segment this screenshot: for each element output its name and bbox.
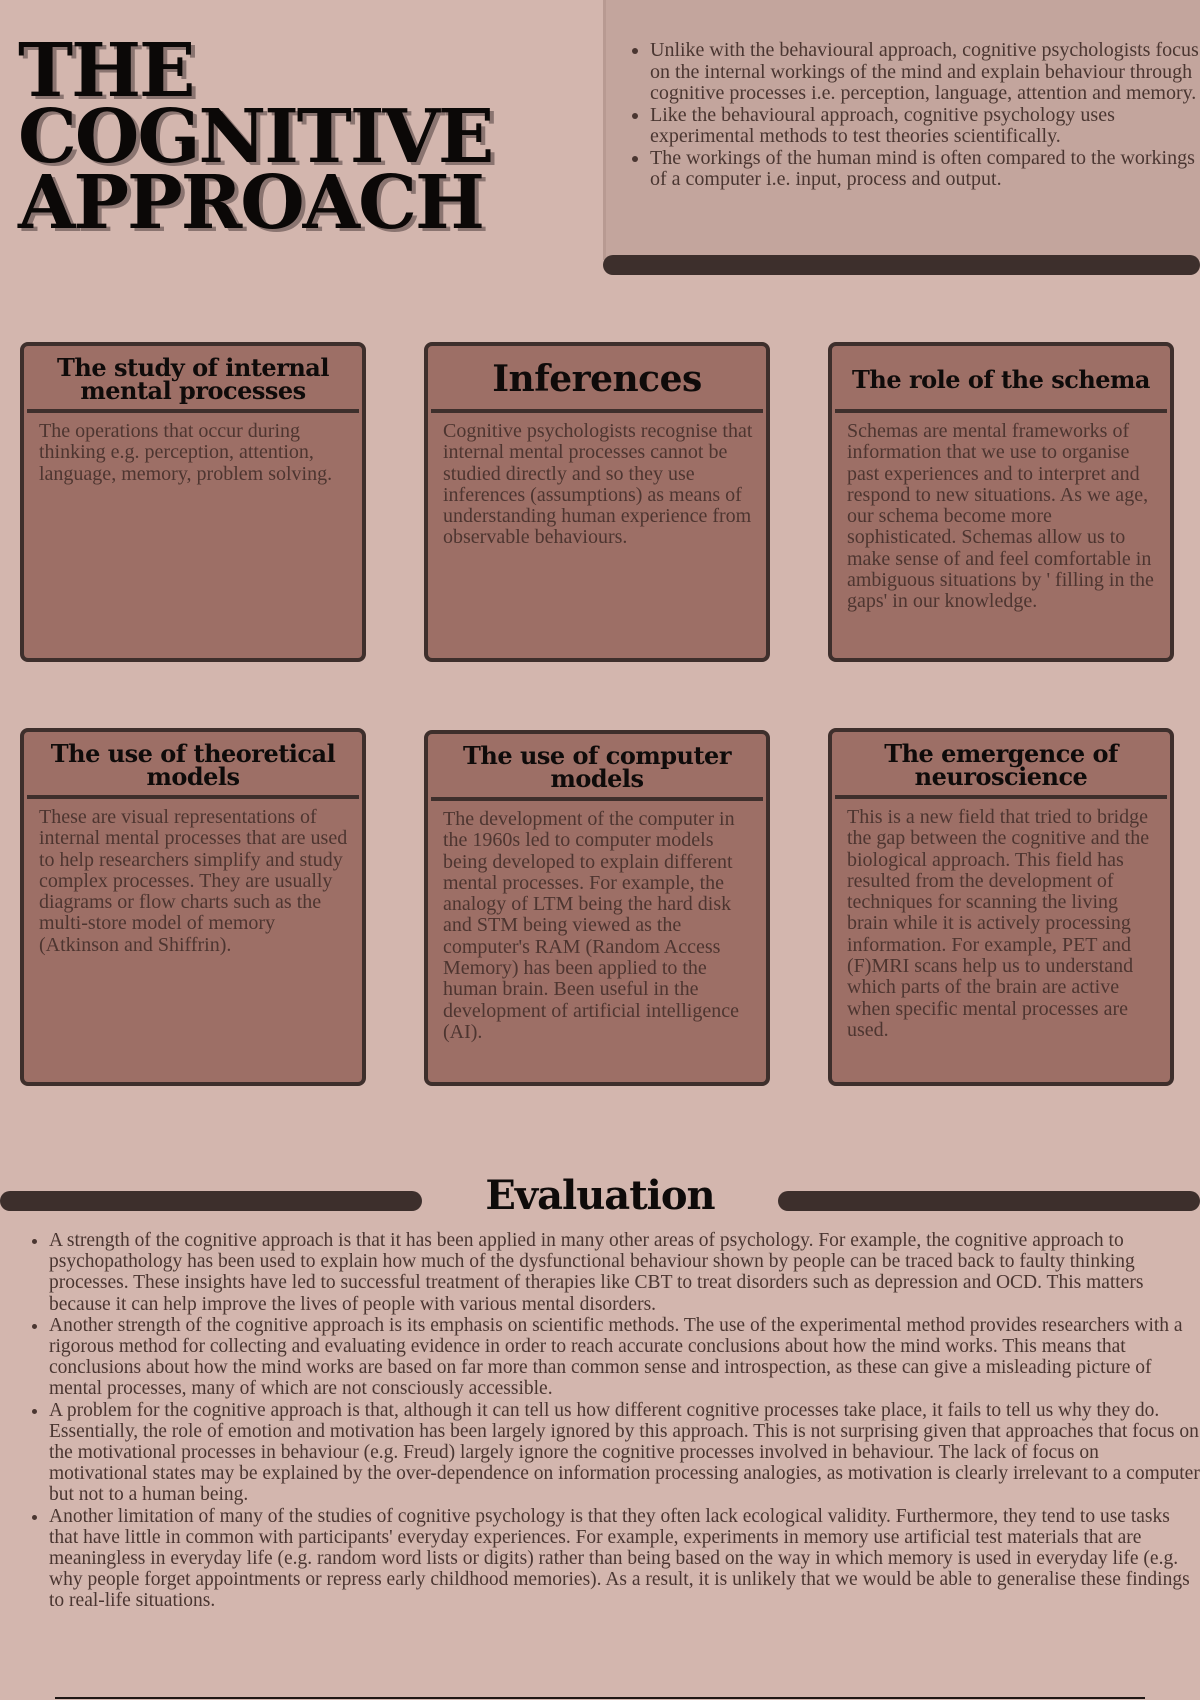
evaluation-list [27, 1230, 1200, 1612]
evaluation-point: • A strength of the cognitive approach is that it has been applied in many other areas of psychology. For example, the cognitive approach to psychopathology has been used to explain how much of the dysfunctional behaviour shown by people can be traced back to faulty thinking processes. These insights have led to successful treatment of therapies like CBT to treat disorders such as depression and OCD. This matters because it can help improve the lives of people with various mental disorders. [49, 1230, 1200, 1315]
card-computer-models [424, 730, 770, 1086]
card-internal-processes [20, 342, 366, 662]
card-title: Inferences [431, 349, 763, 413]
card-title: The emergence of neuroscience [835, 735, 1167, 799]
title-line-3: APPROACH [18, 160, 483, 246]
card-body: These are visual representations of internal mental processes that are used to help researchers simplify and study complex processes. They are usually diagrams or flow charts such as the multi-store model of memory (Atkinson and Shiffrin). [39, 806, 348, 956]
intro-point: • Unlike with the behavioural approach, cognitive psychologists focus on the internal workings of the mind and explain behaviour through cognitive processes i.e. perception, language, attention and memory. [650, 40, 1200, 105]
card-schema [828, 342, 1174, 662]
intro-point: • Like the behavioural approach, cognitive psychology uses experimental methods to test theories scientifically. [650, 105, 1200, 148]
bottom-rule [55, 1697, 1145, 1699]
card-title: The role of the schema [835, 349, 1167, 413]
card-body: The development of the computer in the 1960s led to computer models being developed to explain different mental processes. For example, the analogy of LTM being the hard disk and STM being viewed as the computer's RAM (Random Access Memory) has been applied to the human brain. Been useful in the development of artificial intelligence (AI). [443, 808, 739, 1043]
title-line-1: THE [18, 28, 194, 114]
page-title [18, 28, 578, 246]
title-line-2: COGNITIVE [18, 94, 493, 180]
intro-point: • The workings of the human mind is often compared to the workings of a computer i.e. input, process and output. [650, 148, 1200, 191]
card-body: Schemas are mental frameworks of information that we use to organise past experiences and to interpret and respond to new situations. As we age, our schema become more sophisticated. Schemas allow us to make sense of and feel comfortable in ambiguous situations by ' filling in the gaps' in our knowledge. [847, 420, 1154, 613]
evaluation-heading: Evaluation [485, 1172, 715, 1219]
card-body: Cognitive psychologists recognise that internal mental processes cannot be studied directly and so they use inferences (assumptions) as means of understanding human experience from observable behaviours. [443, 420, 753, 549]
card-neuroscience [828, 728, 1174, 1086]
card-body: The operations that occur during thinking e.g. perception, attention, language, memory, problem solving. [39, 420, 333, 485]
card-title: The study of internal mental processes [27, 349, 359, 413]
evaluation-point: • Another limitation of many of the studies of cognitive psychology is that they often lack ecological validity. Furthermore, they tend to use tasks that have little in common with participants' everyday experiences. For example, experiments in memory use artificial test materials that are meaningless in everyday life (e.g. random word lists or digits) rather than being based on the way in which memory is used in everyday life (e.g. why people forget appointments or repress early childhood memories). As a result, it is unlikely that we would be able to generalise these findings to real-life situations. [49, 1506, 1200, 1612]
evaluation-divider-right [778, 1191, 1200, 1211]
intro-divider-bar [603, 255, 1200, 275]
card-inferences [424, 342, 770, 662]
card-title: The use of computer models [431, 737, 763, 801]
card-title: The use of theoretical models [27, 735, 359, 799]
evaluation-divider-left [0, 1191, 422, 1211]
intro-list [628, 40, 1200, 191]
evaluation-point: • Another strength of the cognitive approach is its emphasis on scientific methods. The use of the experimental method provides researchers with a rigorous method for collecting and evaluating evidence in order to reach accurate conclusions about how the mind works. This means that conclusions about how the mind works are based on far more than common sense and introspection, as these can give a misleading picture of mental processes, many of which are not consciously accessible. [49, 1315, 1200, 1400]
evaluation-point: • A problem for the cognitive approach is that, although it can tell us how different cognitive processes take place, it fails to tell us why they do. Essentially, the role of emotion and motivation has been largely ignored by this approach. This is not surprising given that approaches that focus on the motivational processes in behaviour (e.g. Freud) largely ignore the cognitive processes involved in behaviour. The lack of focus on motivational states may be explained by the over-dependence on information processing analogies, as motivation is clearly irrelevant to a computer but not to a human being. [49, 1400, 1200, 1506]
card-theoretical-models [20, 728, 366, 1086]
card-body: This is a new field that tried to bridge the gap between the cognitive and the biological approach. This field has resulted from the development of techniques for scanning the living brain while it is actively processing information. For example, PET and (F)MRI scans help us to understand which parts of the brain are active when specific mental processes are used. [847, 806, 1150, 1041]
